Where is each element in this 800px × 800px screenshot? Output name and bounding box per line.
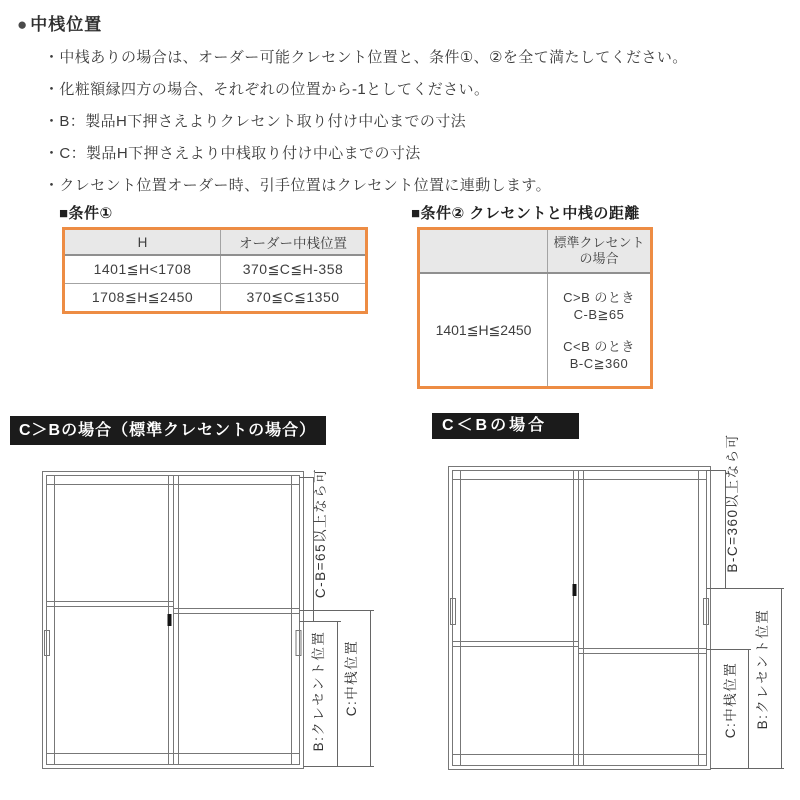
dim-label-b: B:クレセント位置: [311, 630, 326, 752]
condition2-table: [417, 227, 653, 389]
window-inner-frame: [453, 471, 707, 766]
window-outer-frame: [449, 467, 711, 770]
table-row: [65, 255, 365, 284]
dim-label-c: C:中桟位置: [344, 639, 359, 717]
dim-label-b: B:クレセント位置: [755, 608, 770, 730]
crescent-lock-icon: [573, 584, 577, 596]
column-header: オーダー中桟位置: [221, 230, 366, 255]
table-row: [420, 273, 650, 386]
condition1-table: [62, 227, 368, 314]
note-item: ・C：製品H下押さえより中桟取り付け中心までの寸法: [44, 145, 421, 162]
condition1-label: ■条件①: [59, 205, 113, 222]
page-title-text: 中桟位置: [30, 15, 103, 34]
column-header: [420, 230, 548, 273]
dim-label-gap: C-B=65以上なら可: [313, 467, 328, 599]
cell-line: C-B≧65: [573, 306, 625, 322]
section-bullet-icon: ●: [17, 15, 29, 34]
dim-label-c: C:中桟位置: [723, 661, 738, 739]
table-cell: 1401≦H<1708: [65, 255, 221, 284]
note-item: ・中桟ありの場合は、オーダー可能クレセント位置と、条件①、②を全て満たしてください。: [44, 49, 688, 66]
page-title: [17, 10, 102, 35]
cell-line: C>B のとき: [563, 289, 635, 305]
table-cell: 1401≦H≦2450: [420, 273, 548, 386]
window-diagram-right: [449, 433, 785, 769]
diagram-title-right: C＜Bの場合: [432, 413, 579, 439]
crescent-lock-icon: [168, 614, 172, 626]
table-row: [65, 284, 365, 312]
dim-label-gap: B-C=360以上なら可: [725, 433, 740, 573]
condition2-label: ■条件② クレセントと中桟の距離: [411, 205, 640, 222]
table-cell: 1708≦H≦2450: [65, 284, 221, 312]
header-line: 標準クレセント: [553, 235, 645, 250]
note-item: ・クレセント位置オーダー時、引手位置はクレセント位置に連動します。: [44, 177, 552, 194]
diagram-title-left: C＞Bの場合（標準クレセントの場合）: [10, 416, 326, 445]
pull-handle: [296, 631, 301, 656]
cell-line: C<B のとき: [563, 338, 635, 354]
table-cell: 370≦C≦1350: [246, 289, 340, 305]
header-line: の場合: [579, 251, 619, 266]
note-item: ・化粧額縁四方の場合、それぞれの位置から-1としてください。: [44, 81, 490, 98]
table-cell: [548, 273, 651, 386]
table-cell: 370≦C≦H-358: [221, 255, 366, 284]
cell-line: B-C≧360: [569, 355, 629, 371]
window-diagram-left: [43, 468, 375, 769]
column-header: H: [65, 230, 221, 255]
notes-list: [44, 42, 789, 202]
column-header: [548, 230, 651, 273]
diagram-canvas: [0, 410, 800, 800]
note-item: ・B：製品H下押さえよりクレセント取り付け中心までの寸法: [44, 113, 467, 130]
